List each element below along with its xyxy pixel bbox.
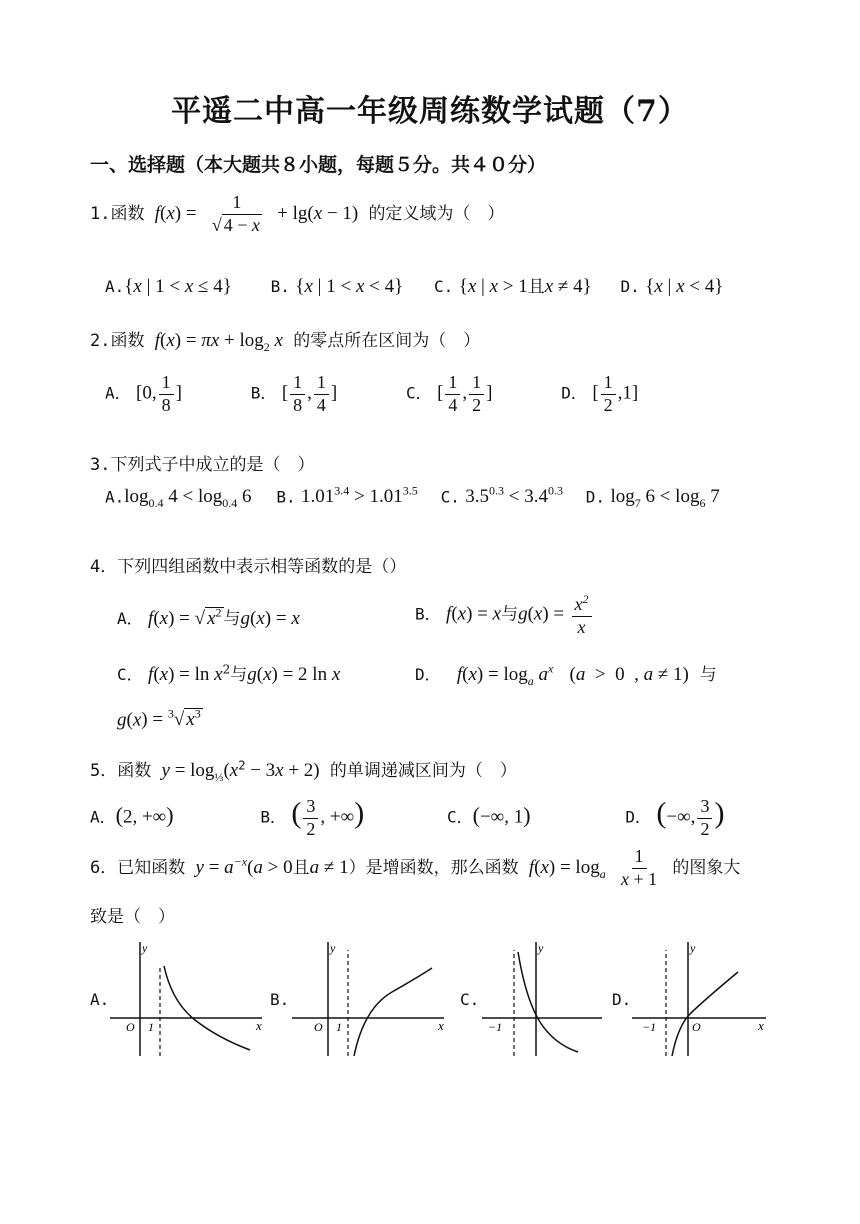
curve	[164, 966, 250, 1050]
x-label: x	[758, 1018, 764, 1033]
option-d-label: D．	[415, 665, 441, 684]
graph-b	[292, 938, 452, 1063]
option-c-label: C.	[440, 487, 460, 507]
graph-option-a-label: A.	[90, 990, 110, 1009]
one-label: 1	[336, 1020, 342, 1034]
option-c-label: C．	[406, 383, 432, 403]
graph-option-c-label: C.	[460, 990, 480, 1009]
graph-a	[110, 938, 270, 1063]
question-1-formula: f	[154, 203, 161, 225]
question-4-option-c: C． $f(x) = \ln x^2$与g(x) = 2 ln x	[117, 662, 341, 685]
question-2-tail: 的零点所在区间为（ ）	[293, 331, 481, 351]
question-5: 5．函数 $y = \log_{\frac{1}{3}}(x^2 - 3x + 2)$ 的单调递减区间为（ ）	[90, 758, 517, 784]
option-b-label: B.	[276, 487, 296, 507]
page-title: 平遥二中高一年级周练数学试题（7）	[171, 94, 689, 129]
neg-one-label: −1	[488, 1020, 503, 1034]
question-4-option-a: A． f(x) = √ $x^2$ 与g(x) = x	[117, 605, 300, 629]
connector-text: 且	[292, 858, 310, 879]
x-label: x	[256, 1018, 262, 1033]
question-5-tail: 的单调递减区间为（ ）	[329, 761, 517, 781]
option-b-label: B.	[270, 277, 290, 296]
question-6-tail: 的图象大	[672, 858, 741, 879]
question-5-options: A．(2, +∞) B． ( $\frac{3}{2}$ , +∞) C．(−∞, 1) D． (−∞, $\frac{3}{2}$ )	[90, 796, 725, 839]
option-c-label: C.	[434, 277, 454, 296]
option-a-label: A．	[105, 383, 131, 403]
curve	[518, 952, 578, 1052]
option-a-label: A．	[90, 807, 116, 827]
option-d-label: D．	[561, 383, 587, 403]
option-c-text: 且	[527, 277, 545, 297]
y-label: y	[538, 941, 544, 955]
neg-one-label: −1	[642, 1020, 657, 1034]
graph-d	[632, 938, 772, 1063]
x-label: x	[438, 1018, 444, 1033]
question-4-option-b: B． f(x) = x与g(x) = $\frac{x^2}{x}$	[415, 592, 594, 638]
section-heading: 一、选择题（本大题共８小题，每题５分。共４０分）	[90, 154, 547, 176]
curve	[354, 968, 432, 1056]
origin-label: O	[314, 1020, 323, 1034]
connector-text: 与	[223, 609, 241, 629]
question-5-number: 5．函数	[90, 761, 152, 781]
question-6-mid: ）是增函数，那么函数	[348, 858, 519, 879]
question-4-stem: 4．下列四组函数中表示相等函数的是（）	[90, 557, 407, 577]
question-2-formula: f	[154, 330, 161, 351]
option-d-label: D．	[625, 807, 652, 827]
question-2-number: 2.函数	[90, 331, 145, 351]
option-d-label: D.	[620, 277, 640, 296]
question-6-line2: 致是（ ）	[90, 907, 175, 927]
question-6-number: 6．已知函数	[90, 858, 186, 879]
question-6: 6．已知函数 $y = a^{-x}(a > 0$且a ≠ 1）是增函数，那么函数 $f(x) = \log_a$ $\frac{1}{x + 1}$ 的图象大	[90, 846, 741, 889]
one-label: 1	[148, 1020, 154, 1034]
y-label: y	[142, 941, 148, 955]
question-1-fraction: $\frac{1}{√ 4 - x}$	[211, 192, 260, 235]
graph-option-b-label: B.	[270, 990, 290, 1009]
option-a-label: A.	[105, 487, 125, 507]
y-label: y	[330, 941, 336, 955]
option-b-label: B．	[415, 604, 441, 624]
question-3-stem: 3.下列式子中成立的是（ ）	[90, 455, 315, 475]
option-b-label: B．	[250, 383, 277, 403]
question-1-tail: 的定义域为（ ）	[368, 204, 505, 225]
connector-text: 与	[699, 665, 717, 685]
question-4-option-d-cont: g(x) = $^3$√ $x^3$	[117, 707, 201, 731]
graph-option-d-label: D.	[612, 990, 632, 1009]
graph-c	[478, 938, 608, 1063]
question-1-number: 1.函数	[90, 204, 145, 225]
y-label: y	[690, 941, 696, 955]
origin-label: O	[692, 1020, 701, 1034]
question-1-options: A.{x | 1 < x ≤ 4} B. {x | 1 < x < 4} C. {x | x > 1且x ≠ 4} D. {x | x < 4}	[105, 276, 724, 297]
option-d-label: D.	[585, 487, 606, 507]
curve	[672, 972, 738, 1056]
question-3-options: $A.\log_{0.4}$ $4 < \log_{0.4} 6$ B. $1.01^{3.4} > 1.01^{3.5}$ C. $3.5^{0.3} < 3.4^{0.3}$ D. $\log_7 6 < \log_6 7$	[105, 484, 720, 511]
question-1: 1.函数 f(x) = $\frac{1}{√ 4 - x}$ + lg(x − 1) 的定义域为（ ）	[90, 192, 505, 235]
question-4-option-d: D． $f(x) = \log_a a^x$ (a > 0 , a ≠ 1) 与	[415, 661, 717, 688]
option-b-label: B．	[260, 807, 287, 827]
option-a-label: A.	[105, 277, 125, 296]
question-2-options: A． [0, $\frac{1}{8}$ ] B． [ $\frac{1}{8}$ , $\frac{1}{4}$ ] C． [ $\frac{1}{4}$ , $\frac{1}{2}$ ] D． [ $\frac{1}{2}$ ,1]	[105, 372, 639, 415]
connector-text: 与	[501, 604, 519, 625]
question-2: 2.函数 $f(x) = \pi x + \log_2 x$ 的零点所在区间为（ ）	[90, 330, 481, 354]
connector-text: 与	[230, 665, 248, 685]
option-c-label: C．	[117, 665, 143, 684]
option-a-label: A．	[117, 609, 143, 628]
option-c-label: C．	[447, 807, 473, 827]
origin-label: O	[126, 1020, 135, 1034]
